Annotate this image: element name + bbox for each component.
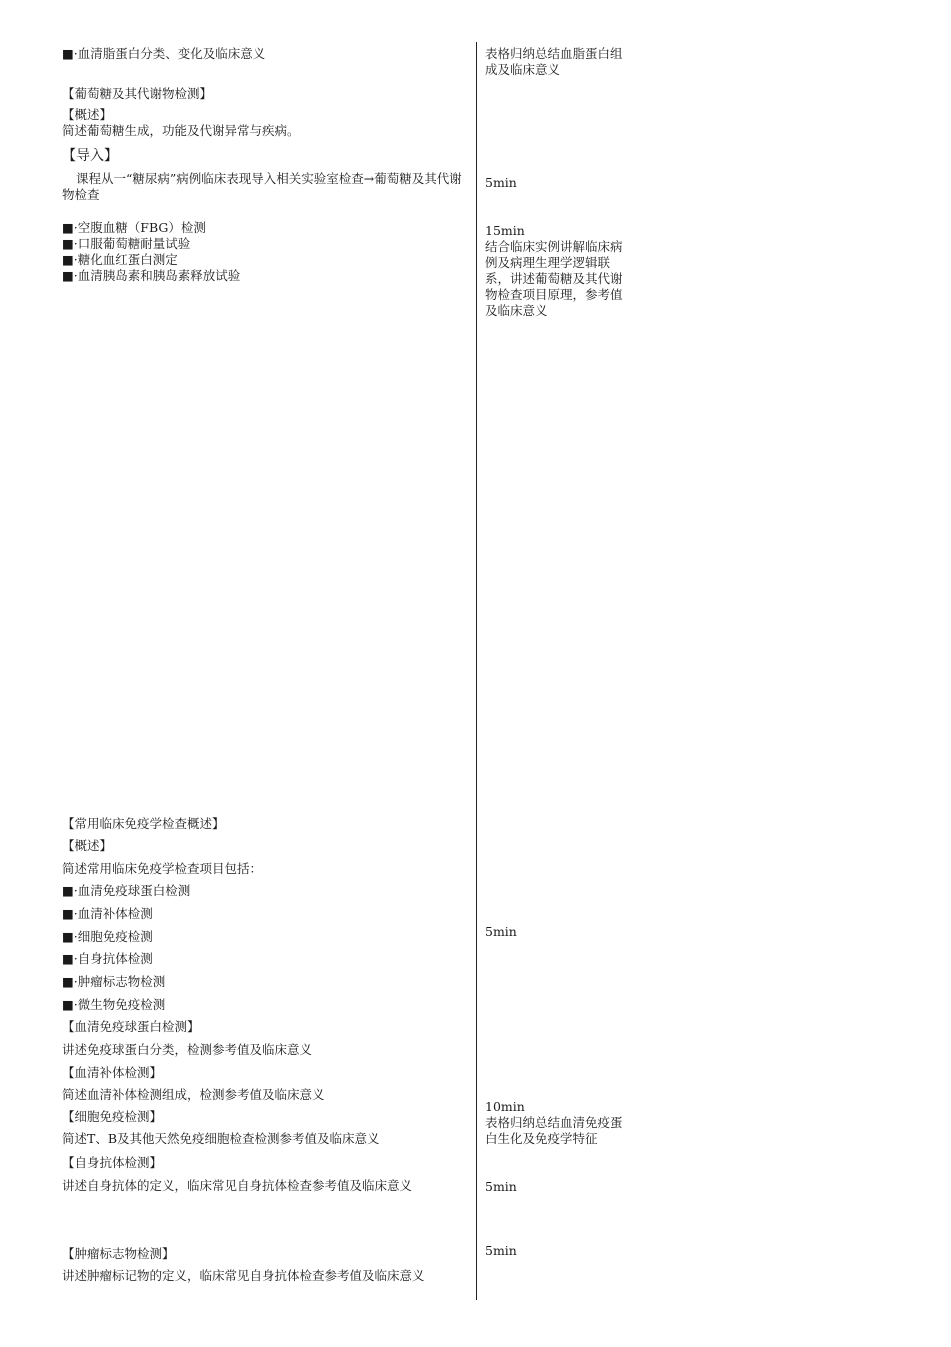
glucose-item: ■·糖化血红蛋白测定 [62, 252, 178, 267]
column-divider [476, 42, 477, 1300]
glucose-duration: 15min [485, 223, 525, 238]
overview-text: 简述葡萄糖生成，功能及代谢异常与疾病。 [62, 123, 300, 138]
intro-duration: 5min [485, 175, 517, 190]
complement-text: 简述血清补体检测组成，检测参考值及临床意义 [62, 1087, 325, 1102]
intro-heading: 【导入】 [62, 148, 118, 164]
immuno-overview-heading: 【概述】 [62, 838, 113, 853]
immuno-overview-text: 简述常用临床免疫学检查项目包括： [62, 861, 263, 876]
lipoprotein-item: ■·血清脂蛋白分类、变化及临床意义 [62, 46, 266, 61]
autoantibody-duration: 5min [485, 1179, 517, 1194]
immuno-item: ■·细胞免疫检测 [62, 929, 153, 944]
ig-text: 讲述免疫球蛋白分类，检测参考值及临床意义 [62, 1042, 313, 1057]
autoantibody-text: 讲述自身抗体的定义，临床常见自身抗体检查参考值及临床意义 [62, 1178, 413, 1193]
cell-immunity-heading: 【细胞免疫检测】 [62, 1109, 163, 1124]
immuno-item: ■·肿瘤标志物检测 [62, 974, 166, 989]
overview-heading: 【概述】 [62, 107, 113, 122]
ig-heading: 【血清免疫球蛋白检测】 [62, 1019, 200, 1034]
cell-immunity-text: 简述T、B及其他天然免疫细胞检查检测参考值及临床意义 [62, 1131, 380, 1146]
glucose-item: ■·血清胰岛素和胰岛素释放试验 [62, 268, 241, 283]
immuno-duration: 5min [485, 924, 517, 939]
tumor-marker-text: 讲述肿瘤标记物的定义，临床常见自身抗体检查参考值及临床意义 [62, 1268, 425, 1283]
complement-heading: 【血清补体检测】 [62, 1065, 163, 1080]
tumor-marker-heading: 【肿瘤标志物检测】 [62, 1246, 175, 1261]
glucose-item: ■·空腹血糖（FBG）检测 [62, 220, 206, 235]
complement-note: 表格归纳总结血清免疫蛋白生化及免疫学特征 [485, 1115, 623, 1146]
immuno-section-heading: 【常用临床免疫学检查概述】 [62, 816, 225, 831]
lipoprotein-note: 表格归纳总结血脂蛋白组成及临床意义 [485, 46, 623, 77]
glucose-note: 结合临床实例讲解临床病例及病理生理学逻辑联系，讲述葡萄糖及其代谢物检查项目原理，参考值及临床意义 [485, 239, 623, 318]
immuno-item: ■·微生物免疫检测 [62, 997, 166, 1012]
autoantibody-heading: 【自身抗体检测】 [62, 1155, 163, 1170]
tumor-marker-duration: 5min [485, 1243, 517, 1258]
complement-duration: 10min [485, 1099, 525, 1114]
glucose-section-heading: 【葡萄糖及其代谢物检测】 [62, 86, 213, 101]
immuno-item: ■·自身抗体检测 [62, 951, 153, 966]
immuno-item: ■·血清补体检测 [62, 906, 153, 921]
immuno-item: ■·血清免疫球蛋白检测 [62, 883, 191, 898]
intro-text: 课程从一“糖尿病”病例临床表现导入相关实验室检查→葡萄糖及其代谢物检查 [62, 171, 462, 202]
glucose-item: ■·口服葡萄糖耐量试验 [62, 236, 191, 251]
